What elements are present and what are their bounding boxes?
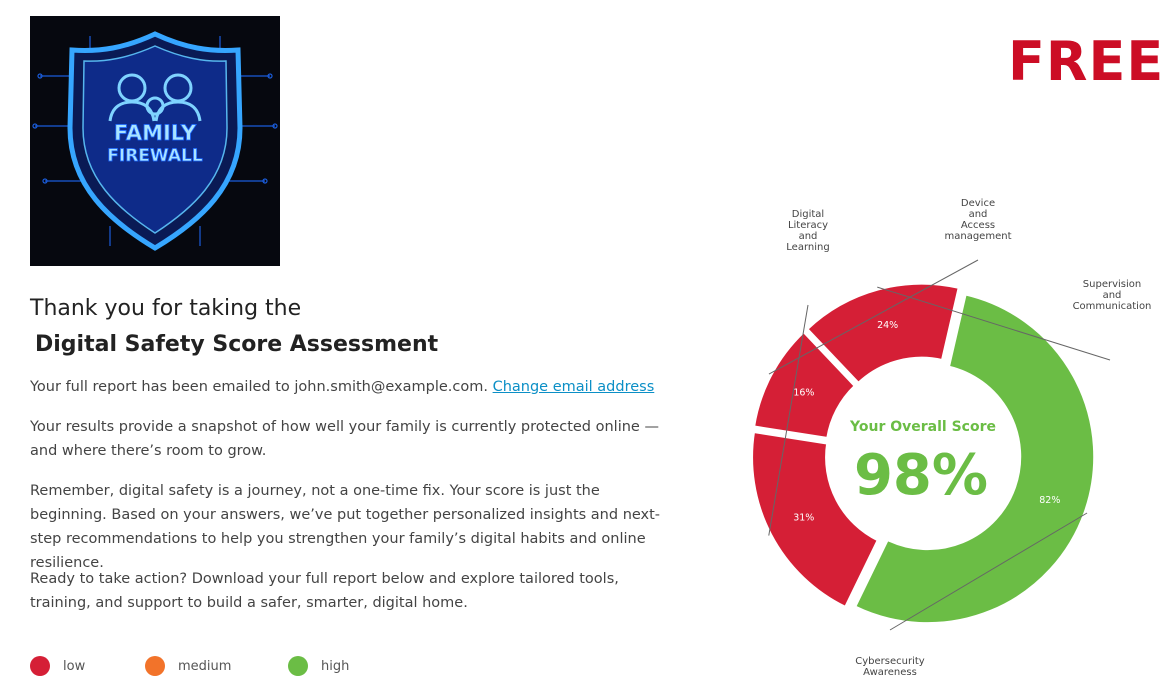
category-label-digital-literacy-and-learning: Digital Literacy and Learning	[786, 209, 830, 253]
score-title: Your Overall Score	[850, 419, 996, 435]
email-confirmation	[30, 375, 670, 399]
action-paragraph: Ready to take action? Download your full report below and explore tailored tools, training, and support to build a safer, smarter, digital home.	[30, 571, 619, 611]
score-donut-chart	[700, 190, 1165, 690]
journey-paragraph: Remember, digital safety is a journey, not a one-time fix. Your score is just the beginning. Based on your answers, we’ve put together personalized insights and next-step recommendations to help you strengthen your family’s digital habits and online resilience.	[30, 483, 661, 571]
category-label-supervision-and-communication: Supervision and Communication	[1072, 279, 1152, 312]
slice-value-label: 82%	[1039, 494, 1061, 506]
email-confirmation-text: Your full report has been emailed to john.smith@example.com.	[30, 379, 488, 395]
logo-text-family: FAMILY	[113, 121, 197, 145]
legend-label-high: high	[321, 658, 350, 674]
page-heading-line2: Digital Safety Score Assessment	[35, 332, 439, 357]
legend-dot-medium	[145, 656, 165, 676]
snapshot-paragraph: Your results provide a snapshot of how well your family is currently protected online — and where there’s room to grow.	[30, 419, 659, 459]
free-badge: FREE	[1008, 30, 1165, 93]
slice-value-label: 24%	[877, 320, 899, 332]
page-heading-line1: Thank you for taking the	[30, 296, 302, 321]
category-label-device-and-access-management: Device and Access management	[944, 198, 1012, 242]
legend-item-high	[288, 656, 349, 676]
score-value: 98%	[853, 443, 989, 508]
legend-dot-low	[30, 656, 50, 676]
family-firewall-logo	[30, 16, 280, 266]
legend-label-medium: medium	[178, 658, 232, 674]
legend-item-medium	[145, 656, 231, 676]
slice-value-label: 16%	[793, 387, 815, 399]
slice-value-label: 31%	[793, 512, 815, 524]
legend-dot-high	[288, 656, 308, 676]
legend-item-low	[30, 656, 85, 676]
logo-text-firewall: FIREWALL	[107, 146, 203, 166]
change-email-link[interactable]: Change email address	[492, 379, 655, 395]
legend-label-low: low	[63, 658, 86, 674]
category-label-cybersecurity-awareness: Cybersecurity Awareness	[855, 656, 925, 678]
